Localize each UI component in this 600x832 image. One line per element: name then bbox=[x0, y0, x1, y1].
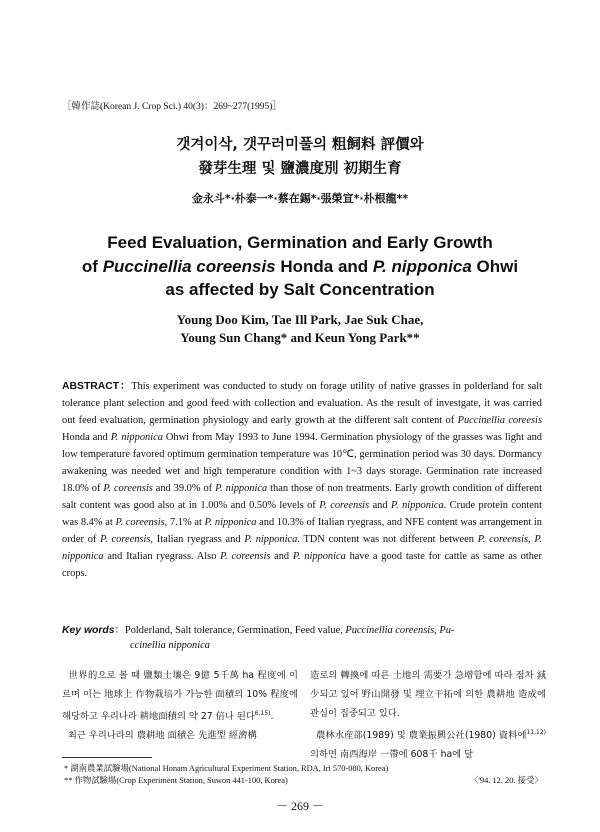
intro-paragraph-4: 農林水産部(1989) 및 農業振興公社(1980) 資料에$^{11,12)}$ 의하면 南西海岸 一帶에 608千 ha에 달 bbox=[310, 729, 546, 761]
keywords-label: Key words bbox=[62, 625, 115, 636]
footnote-2: ** 作物試驗場(Crop Experiment Station, Suwon 441-100, Korea) bbox=[64, 776, 288, 785]
english-authors-line2: Young Sun Chang* and Keun Yong Park** bbox=[180, 330, 420, 345]
english-title-line3: as affected by Salt Concentration bbox=[165, 280, 435, 299]
intro-paragraph-3: 造로의 轉換에 따른 土地의 需要가 急增함에 따라 점차 減少되고 있어 野山開發 및 埋立干拓에 의한 農耕地 造成에 관심이 집중되고 있다. bbox=[310, 670, 546, 719]
english-title-line1: Feed Evaluation, Germination and Early Growth bbox=[107, 233, 493, 252]
body-column-right bbox=[310, 666, 546, 764]
received-date: 〈'94. 12. 20. 接受〉 bbox=[470, 776, 543, 785]
footnote-1: * 湖南農業試驗場(National Honam Agricultural Experiment Station, RDA, Iri 570-080, Korea) bbox=[64, 764, 389, 773]
body-column-left bbox=[62, 666, 298, 745]
keywords: Key words：Polderland, Salt tolerance, Germination, Feed value, Puccinellia coreensis, Pu- ccinellia nipponica bbox=[62, 625, 455, 651]
journal-header: ［韓作誌(Korean J. Crop Sci.) 40(3)：269~277(1995)］ bbox=[62, 102, 282, 112]
english-title-line2: of Puccinellia coreensis Honda and P. nipponica Ohwi bbox=[81, 257, 519, 276]
abstract: ABSTRACT：This experiment was conducted to study on forage utility of native grasses in polderland for salt tolerance plant selection and good feed with collection and evaluation. As the result of investgate, it was carried out feed evaluation, germination physiology and early growth at the different salt content of Puccinellia coreesis Honda and P. nipponica Ohwi from May 1993 to June 1994. Germination physiology of the grasses was light and low temperature favored optimum germination temperature was 10℃, germination period was 30 days. Dormancy awakening was needed wet and high temperature condition with 1~3 days storage. Germination rate increased 18.0% of P. coreensis and 39.0% of P. nipponica than those of non treatments. Early growth condition of different salt content was good also at in 1.00% and 0.50% levels of P. coreensis and P. nipponica. Crude protein content was 8.4% at P. coreensis, 7.1% at P. nipponica and 10.3% of Italian ryegrass, and NFE content was arrangement in order of P. coreensis, Italian ryegrass and P. nipponica. TDN content was not different between P. coreensis, P. nipponica and Italian ryegrass. Also P. coreensis and P. nipponica have a good taste for cattle as same as other crops. bbox=[62, 381, 543, 579]
abstract-label: ABSTRACT： bbox=[62, 381, 132, 392]
footnote-divider bbox=[62, 757, 152, 758]
korean-authors: 金永斗*·朴泰一*·蔡在錫*·張榮宣*·朴根龍** bbox=[191, 192, 409, 205]
page-number: － 269 － bbox=[275, 799, 324, 813]
intro-paragraph-2: 최근 우리나라의 農耕地 面積은 先進型 經濟構 bbox=[67, 730, 257, 742]
korean-title-line1: 갯겨이삭, 갯꾸러미풀의 粗飼料 評價와 bbox=[176, 137, 424, 153]
korean-title-line2: 發芽生理 및 鹽濃度別 初期生育 bbox=[198, 161, 402, 177]
intro-paragraph-1: 世界的으로 볼 때 鹽類土壤은 9億 5千萬 ha 程度에 이르며 이는 地球上 作物栽培가 가능한 面積의 10% 程度에 해당하고 우리나라 耕地面積의 약 27 倍나 된다$^{6,15)}$. bbox=[62, 670, 298, 723]
english-authors-line1: Young Doo Kim, Tae Ill Park, Jae Suk Chae, bbox=[176, 312, 424, 327]
